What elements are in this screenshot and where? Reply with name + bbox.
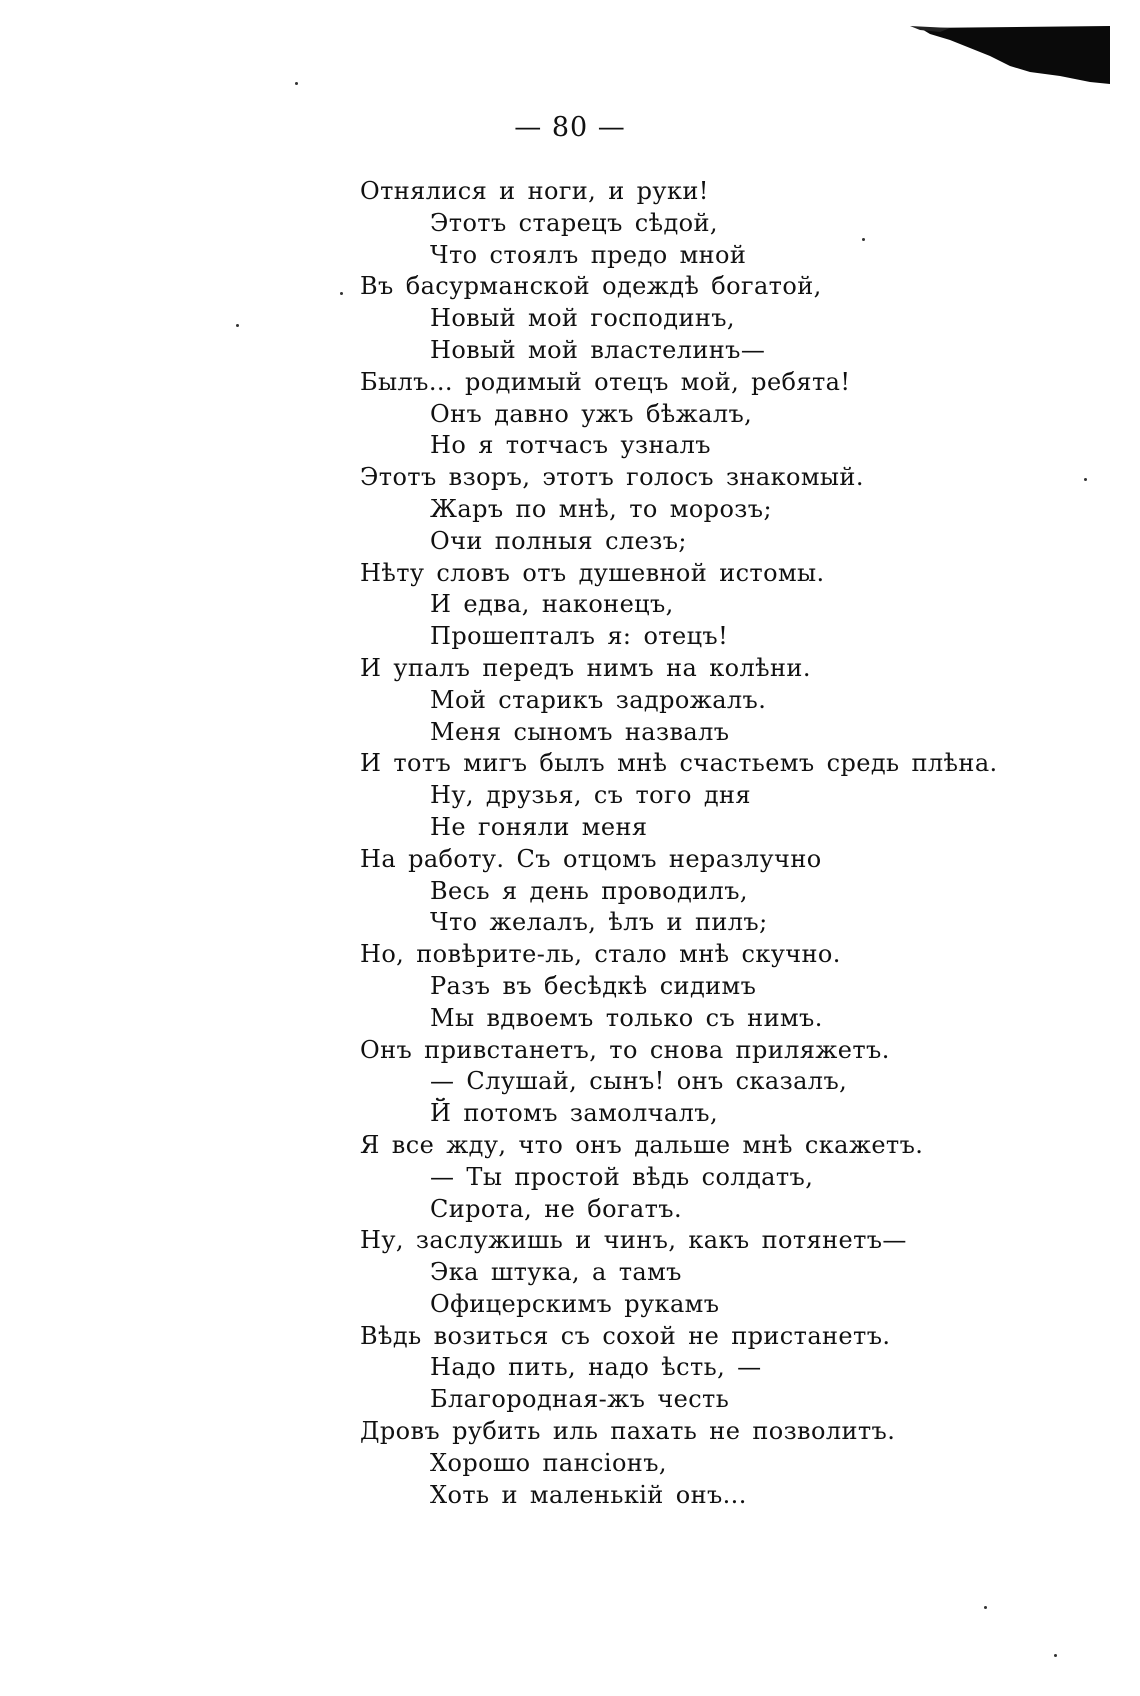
poem-line: Вѣдь возиться съ сохой не пристанетъ. — [360, 1321, 891, 1350]
poem-line-indented: Новый мой господинъ, — [430, 304, 735, 333]
scan-speck — [236, 324, 239, 327]
scan-speck — [1084, 478, 1087, 481]
poem-line-indented: Надо пить, надо ѣсть, — — [430, 1353, 762, 1382]
poem-line-indented: Что желалъ, ѣлъ и пилъ; — [430, 908, 768, 937]
poem-line-indented: Разъ въ бесѣдкѣ сидимъ — [430, 971, 757, 1000]
poem-line-indented: Мой старикъ задрожалъ. — [430, 685, 767, 714]
poem-line-indented: Жаръ по мнѣ, то морозъ; — [430, 494, 772, 523]
poem-line: Онъ привстанетъ, то снова приляжетъ. — [360, 1035, 890, 1064]
poem-line-indented: Офицерскимъ рукамъ — [430, 1289, 720, 1318]
poem-line-indented: — Ты простой вѣдь солдатъ, — [430, 1162, 814, 1191]
poem-line-indented: Ну, друзья, съ того дня — [430, 781, 751, 810]
poem-line-indented: Хорошо пансіонъ, — [430, 1448, 667, 1477]
poem-line-indented: Не гоняли меня — [430, 812, 648, 841]
poem-line: Въ басурманской одеждѣ богатой, — [360, 272, 822, 301]
poem-line: Былъ... родимый отецъ мой, ребята! — [360, 367, 851, 396]
scan-corner-shadow — [910, 26, 1110, 86]
poem-line-indented: Что стоялъ предо мной — [430, 240, 747, 269]
poem-line-indented: Весь я день проводилъ, — [430, 876, 748, 905]
page-number: — 80 — — [514, 112, 626, 143]
poem-line: Нѣту словъ отъ душевной истомы. — [360, 558, 825, 587]
scan-speck — [984, 1606, 987, 1609]
scan-speck — [295, 82, 298, 85]
poem-line-indented: Прошепталъ я: отецъ! — [430, 622, 729, 651]
scan-speck — [862, 238, 865, 241]
poem-line-indented: Благородная-жъ честь — [430, 1385, 730, 1414]
poem-line: На работу. Съ отцомъ неразлучно — [360, 844, 822, 873]
poem-line: Дровъ рубить иль пахать не позволитъ. — [360, 1417, 896, 1446]
scan-speck — [1054, 1654, 1057, 1657]
poem-line-indented: Новый мой властелинъ— — [430, 335, 766, 364]
poem-line-indented: — Слушай, сынъ! онъ сказалъ, — [430, 1067, 848, 1096]
poem-line-indented: Но я тотчасъ узналъ — [430, 431, 711, 460]
poem-line-indented: Эка штука, а тамъ — [430, 1258, 682, 1287]
poem-line-indented: Сирота, не богатъ. — [430, 1194, 683, 1223]
poem-line-indented: Очи полныя слезъ; — [430, 526, 687, 555]
poem-line-indented: И едва, наконецъ, — [430, 590, 674, 619]
poem-line: Отнялися и ноги, и руки! — [360, 177, 709, 205]
poem-line: Я все жду, что онъ дальше мнѣ скажетъ. — [360, 1130, 924, 1159]
poem-line-indented: Й потомъ замолчалъ, — [430, 1099, 718, 1128]
poem-line-indented: Мы вдвоемъ только съ нимъ. — [430, 1003, 823, 1032]
poem-line: И упалъ передъ нимъ на колѣни. — [360, 653, 811, 682]
poem-line: Но, повѣрите-ль, стало мнѣ скучно. — [360, 940, 841, 969]
poem-line: Этотъ взоръ, этотъ голосъ знакомый. — [360, 463, 864, 492]
poem-line: Ну, заслужишь и чинъ, какъ потянетъ— — [360, 1226, 907, 1255]
scan-speck — [340, 292, 343, 295]
poem-line-indented: Онъ давно ужъ бѣжалъ, — [430, 399, 753, 428]
poem-line-indented: Меня сыномъ назвалъ — [430, 717, 730, 746]
poem-line-indented: Этотъ старецъ сѣдой, — [430, 208, 718, 237]
poem-line-indented: Хоть и маленькій онъ... — [430, 1480, 747, 1509]
poem-text — [360, 176, 1020, 1511]
poem-line: И тотъ мигъ былъ мнѣ счастьемъ средь плѣна. — [360, 749, 998, 778]
